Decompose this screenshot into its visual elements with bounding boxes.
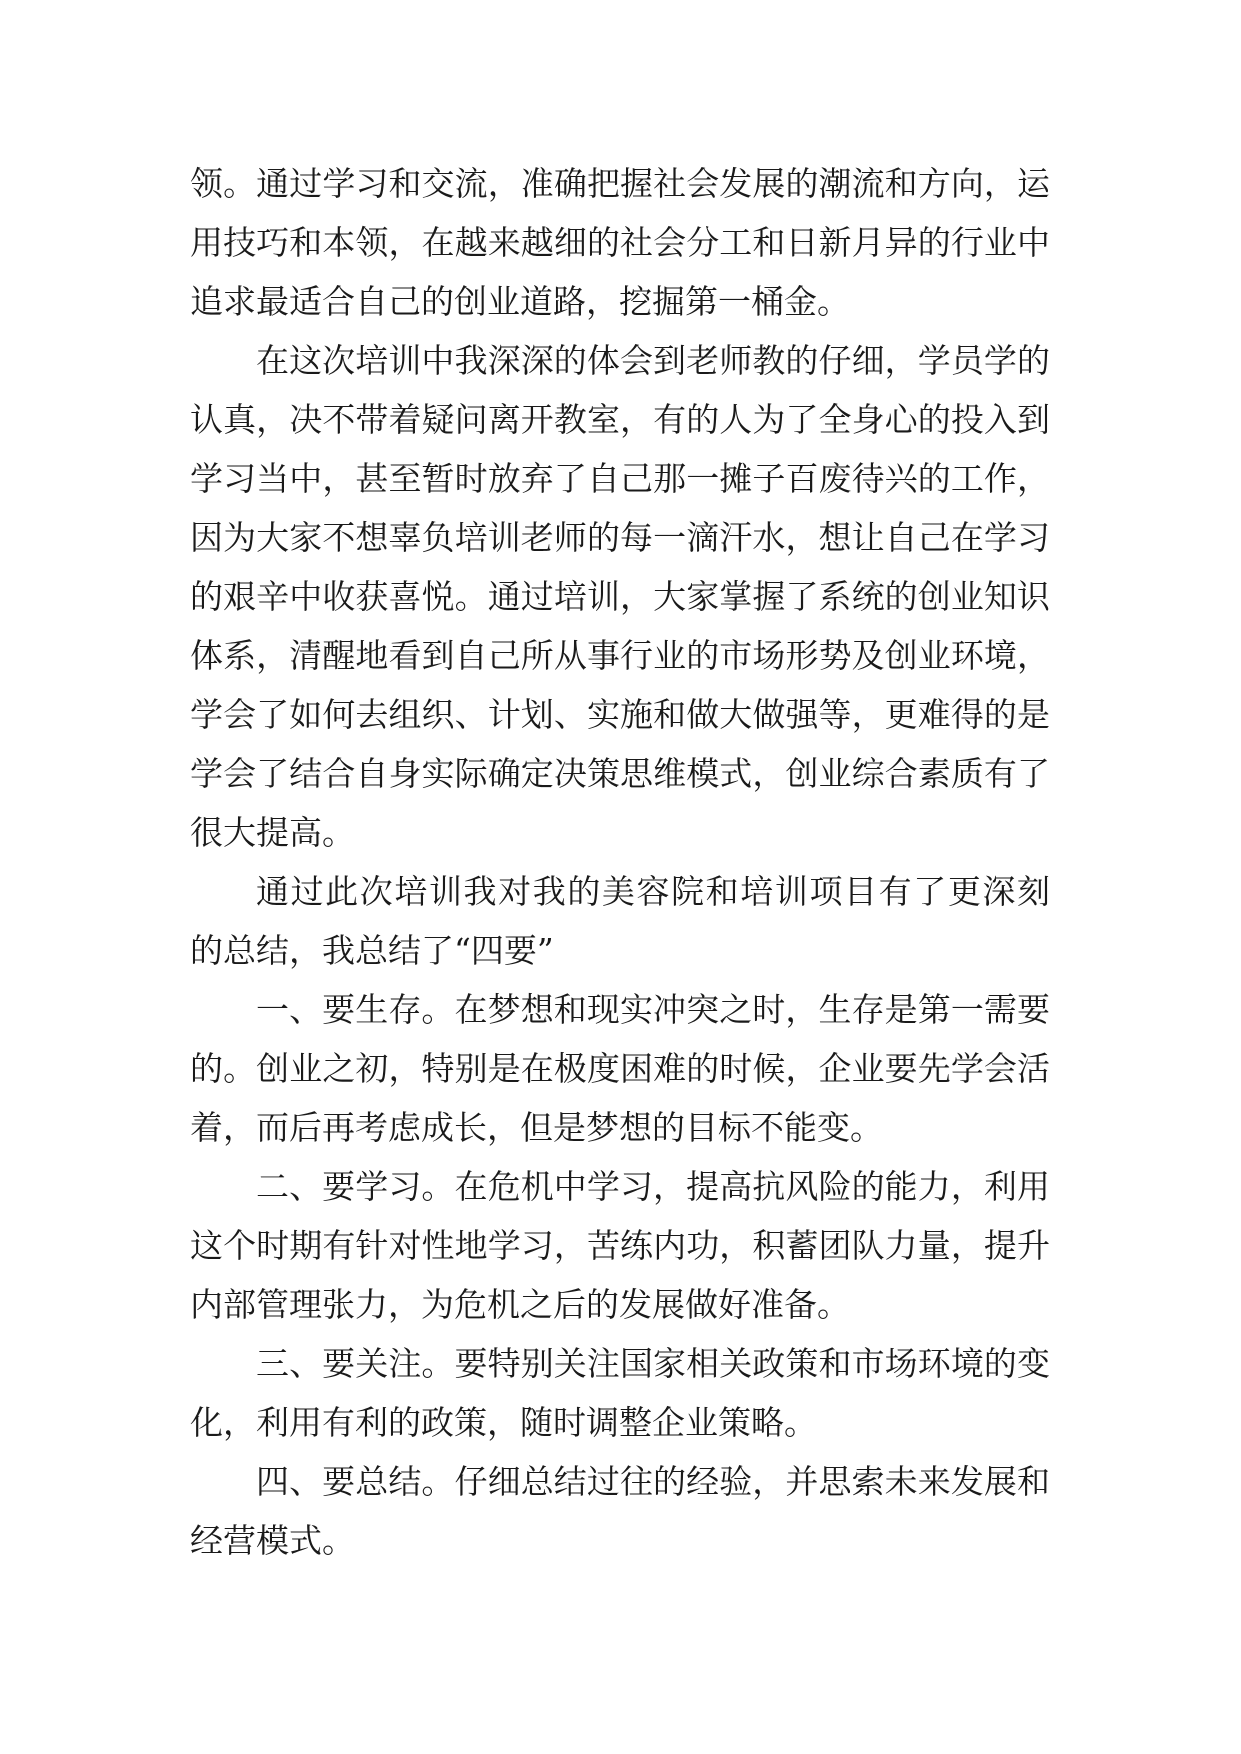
text-line: 追求最适合自己的创业道路，挖掘第一桶金。 [190, 282, 850, 321]
text-line: 在这次培训中我深深的体会到老师教的仔细，学员学的 [256, 341, 1050, 380]
text-line: 学习当中，甚至暂时放弃了自己那一摊子百废待兴的工作， [190, 459, 1050, 498]
text-line: 领。通过学习和交流，准确把握社会发展的潮流和方向，运 [190, 164, 1050, 203]
text-line: 学会了结合自身实际确定决策思维模式，创业综合素质有了 [190, 754, 1050, 793]
text-line: 学会了如何去组织、计划、实施和做大做强等，更难得的是 [190, 695, 1050, 734]
text-line: 体系，清醒地看到自己所从事行业的市场形势及创业环境， [190, 636, 1050, 675]
text-line: 认真，决不带着疑问离开教室，有的人为了全身心的投入到 [190, 400, 1050, 439]
text-line: 着，而后再考虑成长，但是梦想的目标不能变。 [190, 1108, 883, 1147]
text-line: 通过此次培训我对我的美容院和培训项目有了更深刻 [256, 872, 1050, 911]
text-line: 用技巧和本领，在越来越细的社会分工和日新月异的行业中 [190, 223, 1050, 262]
text-line: 化，利用有利的政策，随时调整企业策略。 [190, 1403, 817, 1442]
text-line: 二、要学习。在危机中学习，提高抗风险的能力，利用 [256, 1167, 1050, 1206]
text-line: 因为大家不想辜负培训老师的每一滴汗水，想让自己在学习 [190, 518, 1050, 557]
text-line: 内部管理张力，为危机之后的发展做好准备。 [190, 1285, 850, 1324]
text-line: 四、要总结。仔细总结过往的经验，并思索未来发展和 [256, 1462, 1050, 1501]
text-line: 的艰辛中收获喜悦。通过培训，大家掌握了系统的创业知识 [190, 577, 1050, 616]
text-line: 三、要关注。要特别关注国家相关政策和市场环境的变 [256, 1344, 1050, 1383]
text-line: 经营模式。 [190, 1521, 355, 1560]
text-line: 的总结，我总结了“四要” [190, 931, 554, 970]
body-text [190, 154, 1050, 1570]
text-line: 这个时期有针对性地学习，苦练内功，积蓄团队力量，提升 [190, 1226, 1050, 1265]
text-line: 很大提高。 [190, 813, 355, 852]
text-line: 一、要生存。在梦想和现实冲突之时，生存是第一需要 [256, 990, 1050, 1029]
text-line: 的。创业之初，特别是在极度困难的时候，企业要先学会活 [190, 1049, 1050, 1088]
